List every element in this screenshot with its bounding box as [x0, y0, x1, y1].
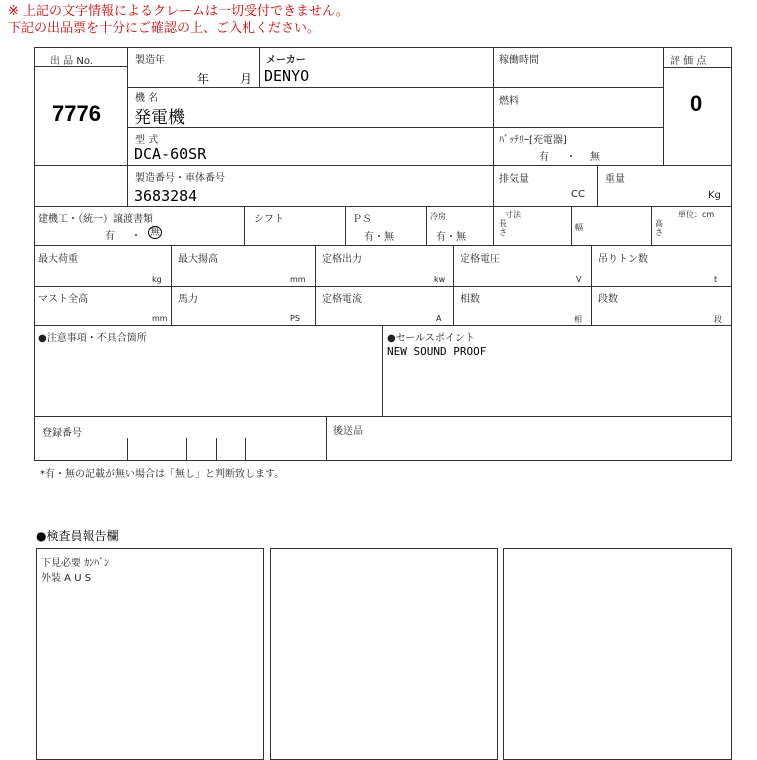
month-unit: 月	[240, 72, 253, 86]
serial-value: 3683284	[134, 187, 198, 205]
crane-ton-unit: t	[714, 275, 718, 284]
shipping-later-label: 後送品	[333, 426, 363, 437]
phase-unit: 相	[574, 315, 582, 324]
displacement-label: 排気量	[499, 174, 529, 185]
type-label: 型 式	[135, 135, 159, 146]
operating-hours-label: 稼働時間	[499, 55, 539, 66]
stage-label: 段数	[598, 294, 618, 305]
weight-label: 重量	[605, 174, 625, 185]
battery-separator: ・	[566, 152, 576, 163]
rated-current-unit: A	[436, 314, 442, 323]
max-load-label: 最大荷重	[38, 254, 78, 265]
rated-voltage-label: 定格電圧	[460, 254, 500, 265]
ps-value: 有・無	[364, 232, 394, 243]
displacement-unit: CC	[571, 189, 585, 200]
mast-height-unit: mm	[152, 314, 168, 323]
stage-unit: 段	[714, 315, 722, 324]
cooling-label: 冷房	[430, 212, 446, 221]
sales-point-text: NEW SOUND PROOF	[387, 345, 487, 358]
notice-line-2: 下記の出品票を十分にご確認の上、ご入札ください。	[8, 21, 321, 36]
year-label: 製造年	[135, 55, 165, 66]
maker-label: メーカー	[266, 55, 306, 66]
horsepower-label: 馬力	[178, 294, 198, 305]
type-value: DCA-60SR	[134, 145, 207, 163]
score-value: 0	[690, 91, 703, 116]
lot-number: 7776	[52, 101, 101, 126]
fuel-label: 燃料	[499, 96, 519, 107]
transfer-yes: 有	[105, 231, 115, 242]
caution-label: ●注意事項・不具合箇所	[38, 333, 147, 344]
inspector-box-3	[503, 548, 732, 760]
height-label: 高さ	[655, 219, 663, 237]
transfer-separator: ・	[131, 231, 141, 242]
rated-output-unit: kw	[434, 275, 446, 284]
transfer-no-circled: 無	[150, 227, 160, 238]
cooling-value: 有・無	[436, 232, 466, 243]
maker-value: DENYO	[264, 67, 310, 85]
sales-point-label: ●セールスポイント	[387, 333, 475, 344]
inspector-report-title: ●検査員報告欄	[36, 529, 119, 543]
inspector-note-line-1: 下見必要 ｶﾝﾊﾞﾝ	[41, 558, 110, 569]
footnote: *有・無の記載が無い場合は「無し」と判断致します。	[40, 469, 285, 480]
rated-voltage-unit: V	[576, 275, 582, 284]
max-load-unit: kg	[152, 275, 162, 284]
shift-label: シフト	[254, 214, 284, 225]
rated-output-label: 定格出力	[322, 254, 362, 265]
rated-current-label: 定格電流	[322, 294, 362, 305]
serial-label: 製造番号・車体番号	[135, 173, 225, 184]
max-lift-unit: mm	[290, 275, 306, 284]
year-unit: 年	[197, 72, 210, 86]
horsepower-unit: PS	[290, 314, 300, 323]
dimensions-unit: 単位：cm	[678, 210, 715, 219]
battery-yes: 有	[539, 152, 549, 163]
inspector-note-line-2: 外装 A U S	[41, 573, 92, 584]
transfer-docs-label: 建機工・（統一）譲渡書類	[38, 214, 153, 225]
score-label: 評 価 点	[670, 56, 707, 67]
weight-unit: Kg	[708, 190, 721, 201]
max-lift-label: 最大揚高	[178, 254, 218, 265]
ps-label: ＰＳ	[352, 214, 372, 225]
registration-label: 登録番号	[42, 428, 82, 439]
lot-number-label: 出 品 No.	[50, 56, 93, 67]
battery-label: ﾊﾞｯﾃﾘｰ[充電器]	[499, 135, 567, 146]
width-label: 幅	[575, 223, 583, 232]
crane-ton-label: 吊りトン数	[598, 254, 648, 265]
phase-label: 相数	[460, 294, 480, 305]
mast-height-label: マスト全高	[38, 294, 88, 305]
model-name: 発電機	[134, 108, 185, 128]
model-name-label: 機 名	[135, 93, 159, 104]
notice-line-1: ※ 上記の文字情報によるクレームは一切受付できません。	[8, 4, 349, 19]
length-label: 長さ	[499, 219, 507, 237]
battery-no: 無	[590, 152, 600, 163]
inspector-box-2	[270, 548, 498, 760]
dimensions-label: 寸法	[505, 210, 521, 219]
